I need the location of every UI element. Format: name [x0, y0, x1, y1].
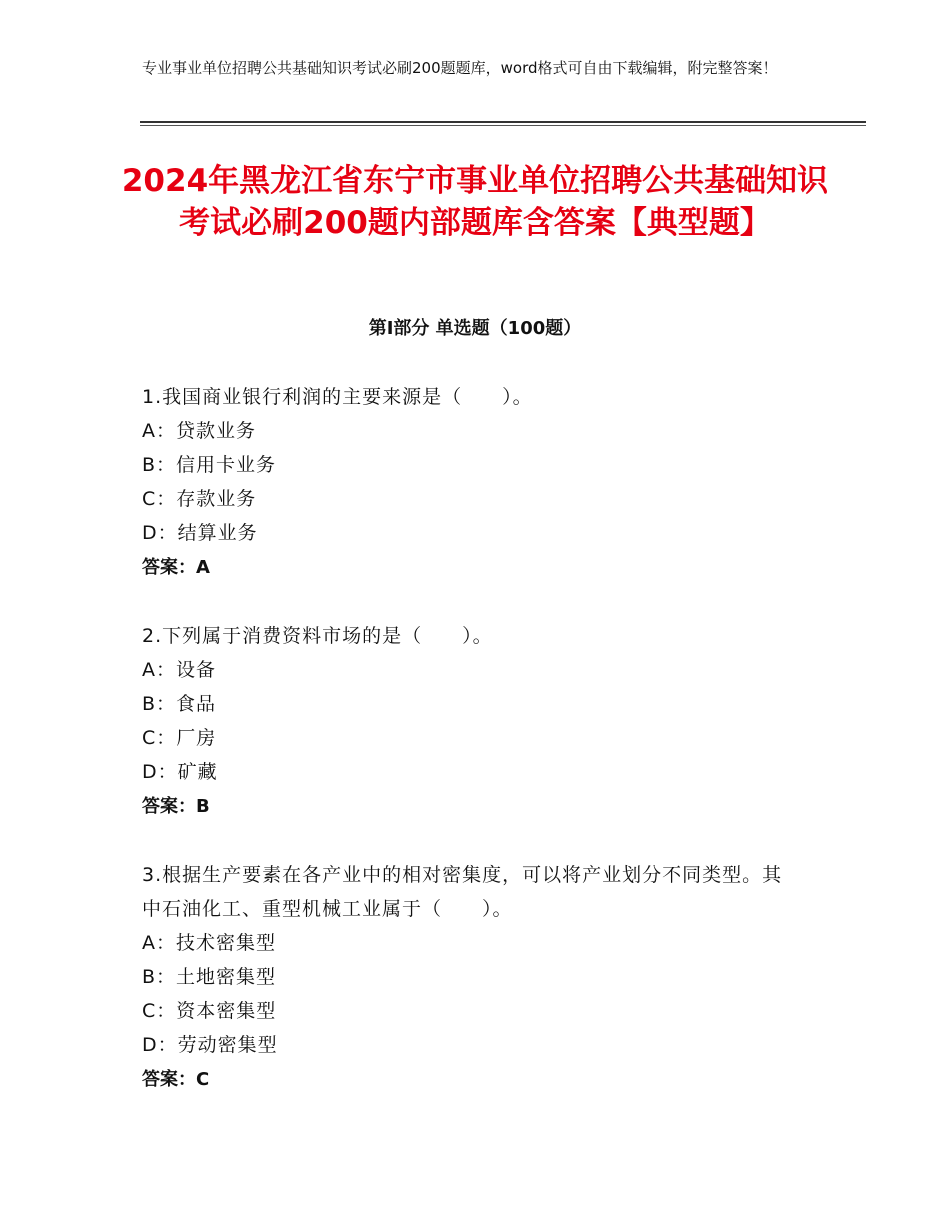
header-rule-thick	[140, 121, 866, 123]
option-d: D：矿藏	[142, 761, 218, 783]
answer: 答案：A	[142, 557, 210, 578]
option-b: B：食品	[142, 693, 217, 715]
section-heading: 第Ⅰ部分 单选题（100题）	[368, 318, 582, 339]
option-a: A：贷款业务	[142, 420, 256, 442]
option-b: B：信用卡业务	[142, 454, 277, 476]
header-note: 专业事业单位招聘公共基础知识考试必刷200题题库，word格式可自由下载编辑，附完整答案！	[142, 59, 778, 77]
question-3	[142, 858, 792, 1098]
option-d: D：劳动密集型	[142, 1034, 278, 1056]
header-rule-thin	[140, 125, 866, 126]
question-1	[142, 380, 792, 586]
option-c: C：厂房	[142, 727, 217, 749]
option-b: B：土地密集型	[142, 966, 277, 988]
question-stem: 3.根据生产要素在各产业中的相对密集度，可以将产业划分不同类型。其中石油化工、重型机械工业属于（ ）。	[142, 864, 783, 920]
option-a: A：设备	[142, 659, 216, 681]
option-c: C：存款业务	[142, 488, 257, 510]
question-stem: 1.我国商业银行利润的主要来源是（ ）。	[142, 386, 533, 408]
question-2	[142, 619, 792, 825]
option-d: D：结算业务	[142, 522, 258, 544]
answer: 答案：C	[142, 1069, 210, 1090]
option-c: C：资本密集型	[142, 1000, 277, 1022]
document-title: 2024年黑龙江省东宁市事业单位招聘公共基础知识考试必刷200题内部题库含答案【典型题】	[121, 163, 829, 241]
option-a: A：技术密集型	[142, 932, 276, 954]
answer: 答案：B	[142, 796, 210, 817]
question-stem: 2.下列属于消费资料市场的是（ ）。	[142, 625, 493, 647]
